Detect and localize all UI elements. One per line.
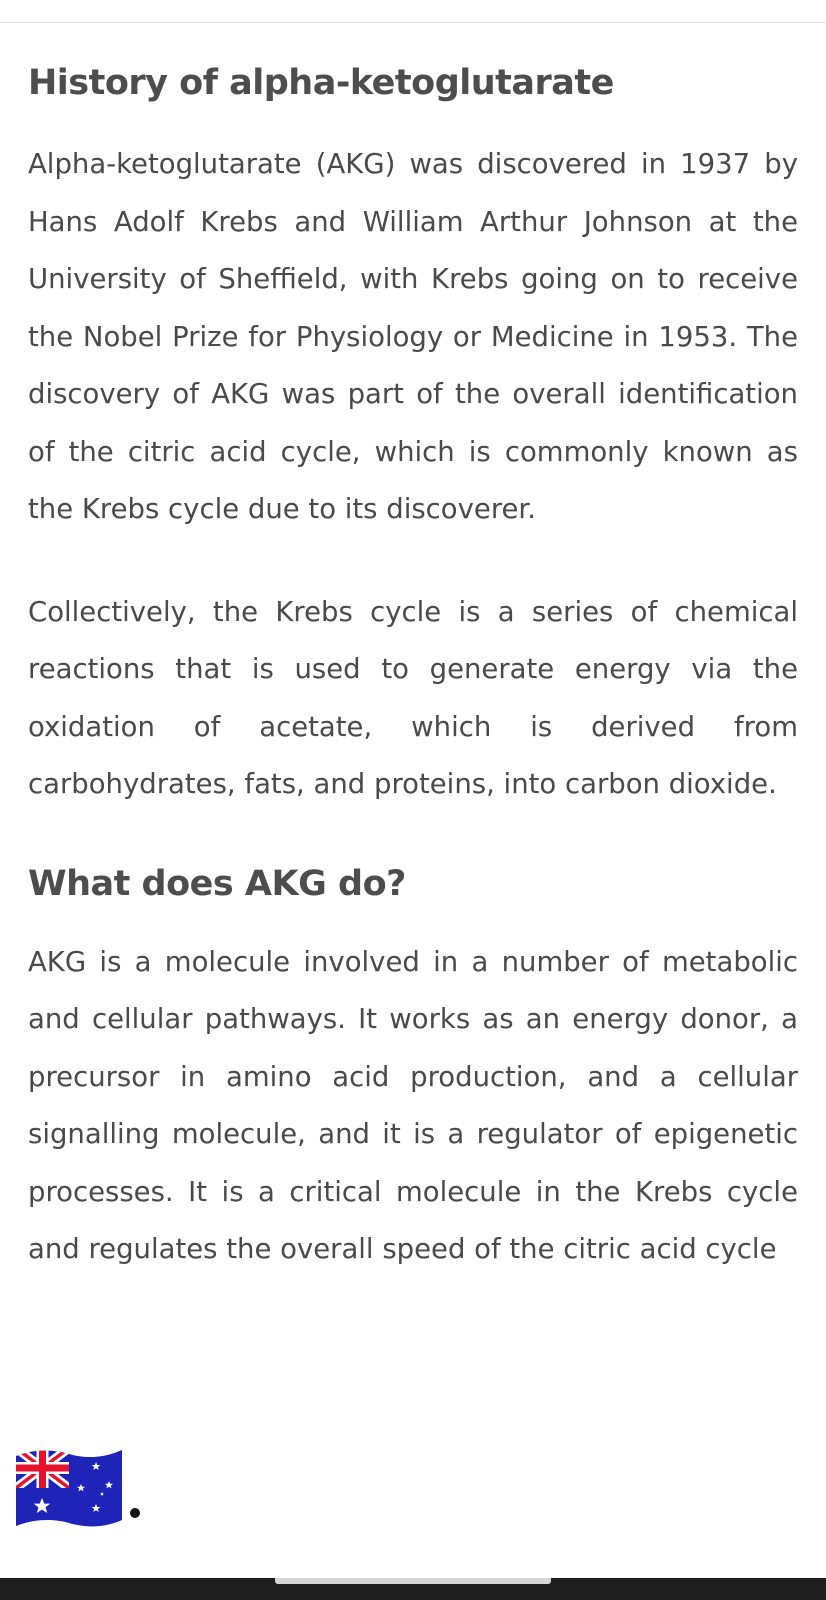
top-divider xyxy=(0,0,826,23)
flag-indicator-dot xyxy=(130,1508,140,1518)
paragraph-krebs-cycle: Collectively, the Krebs cycle is a series of chemical reactions that is used to generate energy via the oxidation of acetate, which is derived from carbohydrates, fats, and proteins, into carbon dioxide. xyxy=(28,595,798,800)
paragraph-akg-function: AKG is a molecule involved in a number of metabolic and cellular pathways. It works as an energy donor, a precursor in amino acid production, and a cellular signalling molecule, and it is a regulator of epigenetic processes. It is a critical molecule in the Krebs cycle and regulates the overall speed of the citric acid cycle xyxy=(28,945,798,1265)
australia-flag-icon[interactable] xyxy=(16,1448,122,1528)
home-gesture-handle[interactable] xyxy=(275,1578,551,1584)
heading-history: History of alpha-ketoglutarate xyxy=(28,63,614,103)
article-body xyxy=(28,60,798,1394)
paragraph-discovery: Alpha-ketoglutarate (AKG) was discovered in 1937 by Hans Adolf Krebs and William Arthur Johnson at the University of Sheffield, with Krebs going on to receive the Nobel Prize for Physiology or Medicine in 1953. The discovery of AKG was part of the overall identification of the citric acid cycle, which is commonly known as the Krebs cycle due to its discoverer. xyxy=(28,148,798,525)
heading-what-does-akg-do: What does AKG do? xyxy=(28,863,406,904)
